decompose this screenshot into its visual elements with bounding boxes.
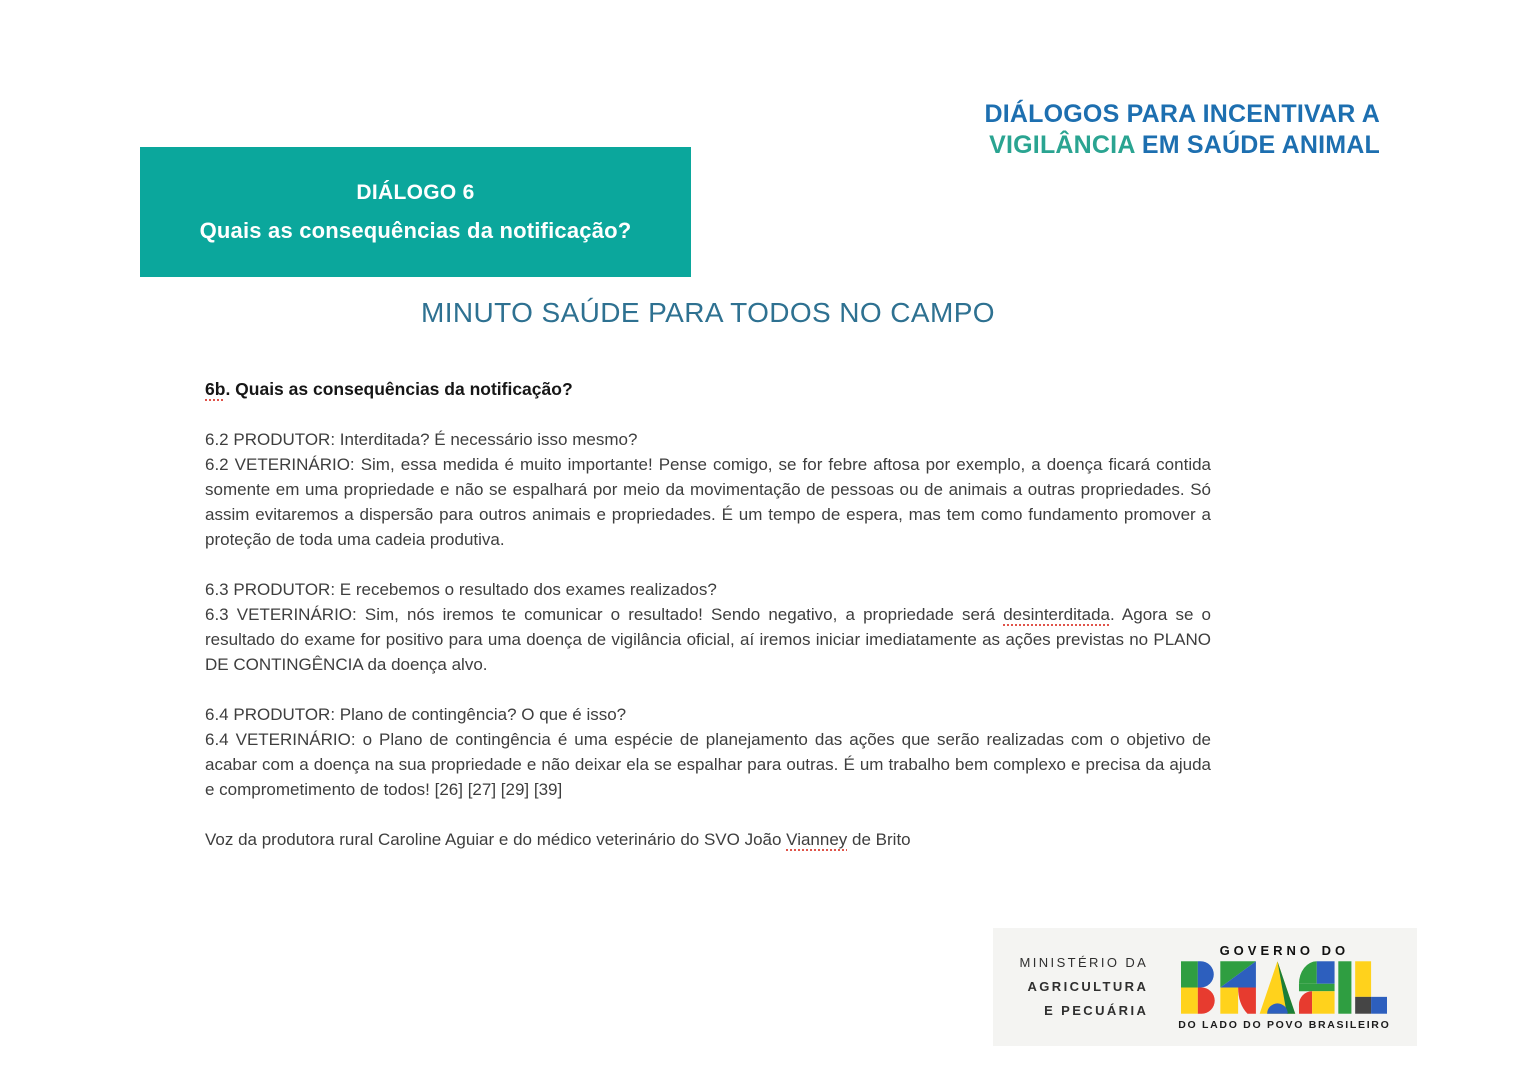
section-title: MINUTO SAÚDE PARA TODOS NO CAMPO: [421, 297, 995, 328]
producer-line: 6.3 PRODUTOR: E recebemos o resultado dos exames realizados?: [205, 580, 717, 599]
misspelled-word: desinterditada: [1003, 605, 1110, 624]
dialog-banner: [140, 147, 691, 277]
veterinarian-line-pre: 6.3 VETERINÁRIO: Sim, nós iremos te comunicar o resultado! Sendo negativo, a propriedade será: [205, 605, 1004, 624]
voice-credit-pre: Voz da produtora rural Caroline Aguiar e do médico veterinário do SVO João: [205, 830, 787, 849]
ministry-wordmark: [1020, 951, 1149, 1023]
dialogue-block-6-4: [205, 702, 1211, 802]
ministry-line3: E PECUÁRIA: [1044, 1003, 1149, 1018]
dialogue-heading: [205, 377, 1211, 402]
publication-title-highlight: VIGILÂNCIA: [989, 131, 1135, 159]
dialogue-heading-marked-word: 6b: [205, 379, 226, 399]
governo-do-brasil-logo: [1178, 943, 1390, 1031]
ministry-line2: AGRICULTURA: [1027, 979, 1149, 994]
producer-line: 6.2 PRODUTOR: Interditada? É necessário isso mesmo?: [205, 430, 638, 449]
publication-title-line1: DIÁLOGOS PARA INCENTIVAR A: [984, 100, 1380, 128]
producer-line: 6.4 PRODUTOR: Plano de contingência? O que é isso?: [205, 705, 627, 724]
veterinarian-line: 6.2 VETERINÁRIO: Sim, essa medida é muito importante! Pense comigo, se for febre aftosa por exemplo, a doença ficará contida somente em uma propriedade e não se espalhará por meio da movimentação de pessoas ou de animais a outras propriedades. Só assim evitaremos a dispersão para outros animais e propriedades. É um tempo de espera, mas tem como fundamento promover a proteção de toda uma cadeia produtiva.: [205, 455, 1211, 549]
voice-credit-post: de Brito: [847, 830, 911, 849]
government-tagline: DO LADO DO POVO BRASILEIRO: [1178, 1019, 1391, 1031]
veterinarian-line: [205, 602, 1211, 677]
dialog-banner-question: Quais as consequências da notificação?: [199, 217, 632, 243]
dialogue-block-6-2: [205, 427, 1211, 552]
publication-title-line2: [985, 130, 1380, 161]
veterinarian-line-post: . Agora se o resultado do exame for positivo para uma doença de vigilância oficial, aí iremos iniciar imediatamente as ações previstas no PLANO DE CONTINGÊNCIA da doença alvo.: [205, 605, 1211, 674]
dialogue-heading-rest: . Quais as consequências da notificação?: [225, 379, 573, 399]
voice-credit-line: [205, 827, 1211, 852]
veterinarian-line: 6.4 VETERINÁRIO: o Plano de contingência é uma espécie de planejamento das ações que serão realizadas com o objetivo de acabar com a doença na sua propriedade e não deixar ela se espalhar para outras. É um trabalho bem complexo e precisa da ajuda e comprometimento de todos! [26] [27] [29] [39]: [205, 730, 1211, 799]
publication-title: [985, 99, 1380, 161]
misspelled-word: Vianney: [786, 830, 848, 849]
dialogue-content: [205, 377, 1211, 852]
governo-do-label: GOVERNO DO: [1219, 943, 1350, 958]
government-footer-block: [993, 928, 1417, 1046]
publication-title-line2-rest: EM SAÚDE ANIMAL: [1134, 131, 1380, 159]
dialog-banner-title: DIÁLOGO 6: [356, 180, 475, 204]
ministry-line1: MINISTÉRIO DA: [1019, 955, 1149, 970]
brasil-wordmark-logo-icon: [1181, 961, 1387, 1014]
dialogue-block-6-3: [205, 577, 1211, 677]
